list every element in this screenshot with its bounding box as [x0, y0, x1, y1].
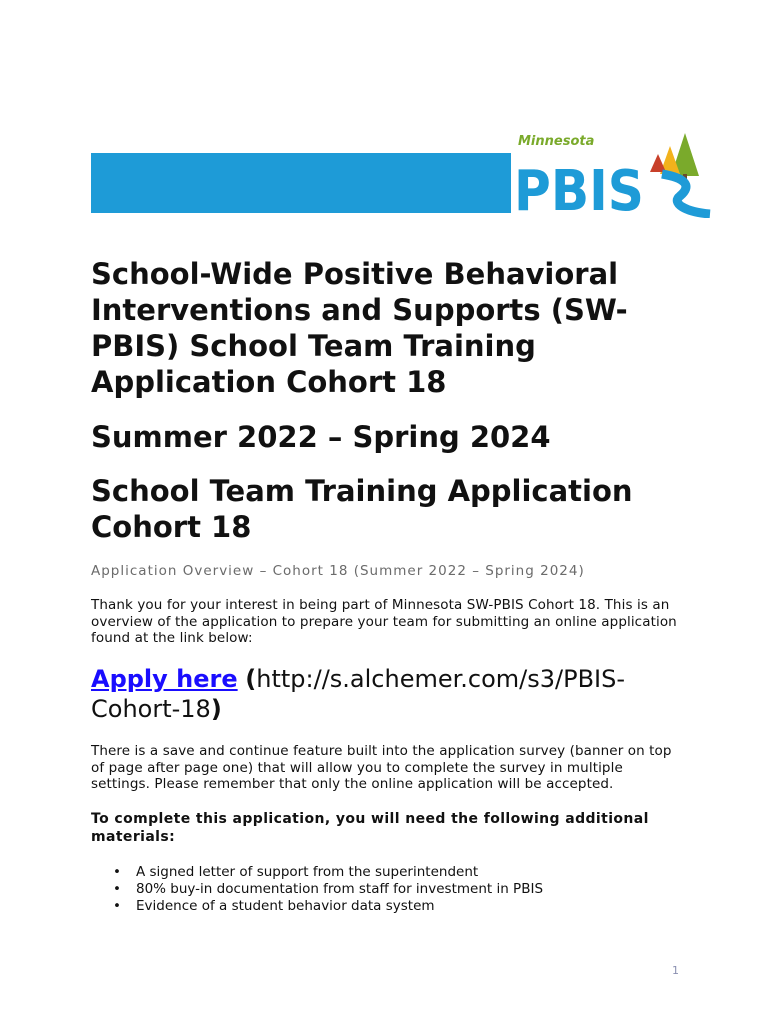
list-item-text: Evidence of a student behavior data system [136, 898, 435, 914]
logo-state-text: Minnesota [518, 134, 595, 149]
save-continue-paragraph: There is a save and continue feature built into the application survey (banner on top of page after page one) that will allow you to complete the survey in multiple settings. Please remember that only the online application will be accepted. [91, 743, 672, 792]
apply-line [91, 664, 691, 724]
page-number: 1 [672, 964, 679, 977]
apply-close-paren: ) [210, 695, 222, 723]
intro-paragraph: Thank you for your interest in being part of Minnesota SW-PBIS Cohort 18. This is an overview of the application to prepare your team for submitting an online application found at the link below: [91, 597, 677, 646]
apply-url: http://s.alchemer.com/s3/PBIS-Cohort-18 [91, 665, 626, 723]
materials-heading: To complete this application, you will need the following additional materials: [91, 811, 649, 845]
apply-here-link[interactable]: Apply here [91, 665, 238, 693]
bullet-icon: • [113, 881, 121, 897]
list-item [91, 864, 543, 881]
list-item [91, 898, 543, 915]
header-banner [91, 153, 511, 213]
date-range-heading: Summer 2022 – Spring 2024 [91, 420, 551, 454]
bullet-icon: • [113, 864, 121, 880]
list-item-text: A signed letter of support from the superintendent [136, 864, 479, 880]
page-title: School-Wide Positive Behavioral Interventions and Supports (SW-PBIS) School Team Training Application Cohort 18 [91, 257, 628, 399]
overview-caption: Application Overview – Cohort 18 (Summer 2022 – Spring 2024) [91, 563, 585, 579]
list-item [91, 881, 543, 898]
apply-open-paren: ( [245, 665, 257, 693]
bullet-icon: • [113, 898, 121, 914]
materials-list [91, 864, 543, 915]
minnesota-pbis-logo [510, 126, 715, 218]
application-heading: School Team Training Application Cohort 18 [91, 474, 633, 544]
swoosh-shape [662, 174, 710, 214]
list-item-text: 80% buy-in documentation from staff for investment in PBIS [136, 881, 544, 897]
logo-brand-text: PBIS [514, 159, 644, 218]
